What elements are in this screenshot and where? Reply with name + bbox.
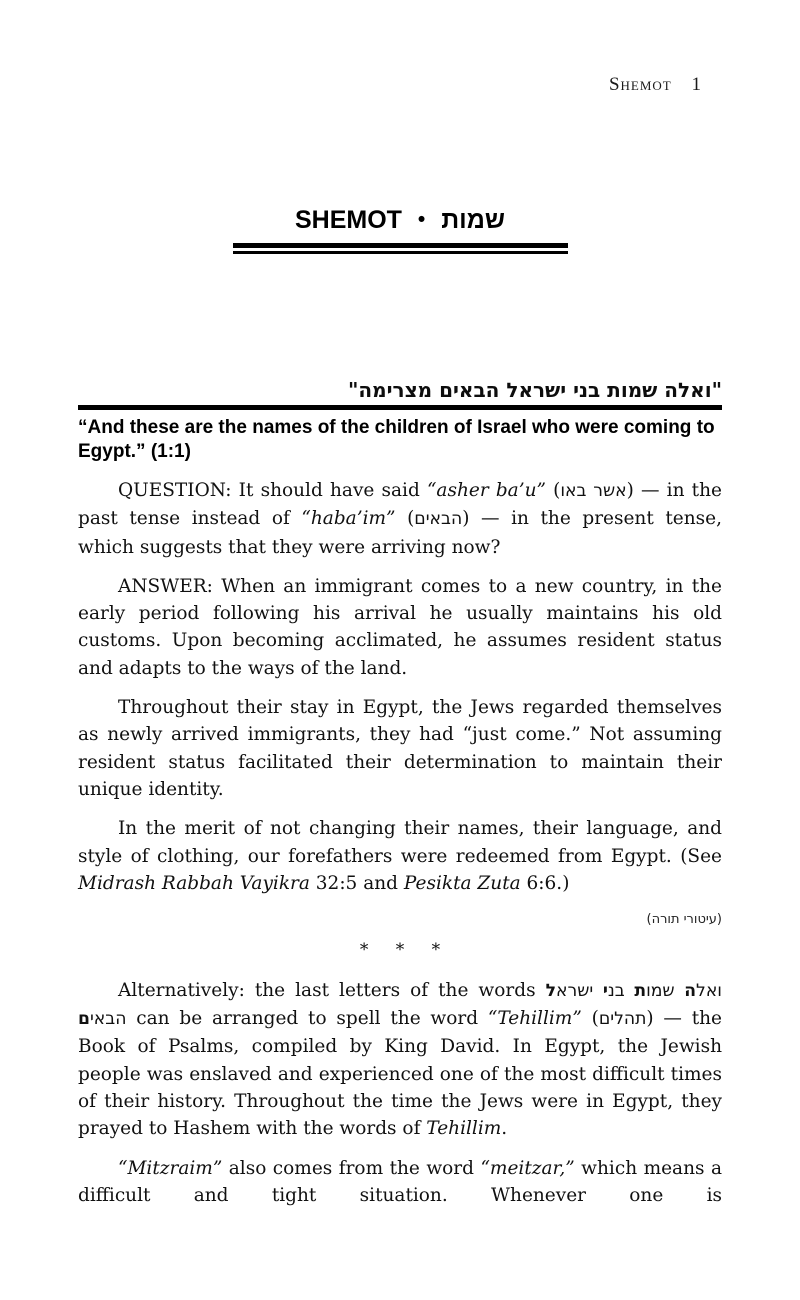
english-verse-heading: “And these are the names of the children of Israel who were coming to Egypt.” (1:1) [78,417,715,462]
chapter-title-hebrew: שמות [441,206,505,234]
title-rule-thin [233,251,568,254]
paragraph-question: QUESTION: It should have said “asher ba’u” (אשר באו) — in the past tense instead of “haba’im” (הבאים) — in the present tense, which suggests that they were arriving now? [78,480,722,558]
paragraph-mitzraim: “Mitzraim” also comes from the word “meitzar,” which means a difficult and tight situation. Whenever one is [78,1157,722,1206]
commentary-section [78,378,722,464]
commentary-body [78,477,722,1209]
chapter-title [78,206,722,235]
paragraph-answer: ANSWER: When an immigrant comes to a new country, in the early period following his arrival he usually maintains his old customs. Upon becoming acclimated, he assumes resident status and adapts to the ways of the land. [78,575,722,679]
asterisk-separator: * * * [359,940,441,961]
bullet-separator: • [417,208,426,231]
hebrew-verse-heading: "ואלה שמות בני ישראל הבאים מצרימה" [348,378,722,402]
paragraph-throughout: Throughout their stay in Egypt, the Jews regarded themselves as newly arrived immigrants, they had “just come.” Not assuming resident status facilitated their determination to maintain their unique identity. [78,697,722,800]
chapter-title-block [78,206,722,254]
chapter-title-english: SHEMOT [295,206,402,234]
running-header-title: Shemot [608,74,672,95]
running-header [78,74,722,96]
paragraph-merit: In the merit of not changing their names, their language, and style of clothing, our forefathers were redeemed from Egypt. (See Midrash Rabbah Vayikra 32:5 and Pesikta Zuta 6:6.) [78,818,722,894]
source-attribution: (עיטורי תורה) [646,912,722,928]
page-number: 1 [691,74,702,95]
paragraph-alternatively: Alternatively: the last letters of the words ואלה שמות בני ישראל הבאים can be arranged to spell the word “Tehillim” (תהלים) — the Book of Psalms, compiled by King David. In Egypt, the Jewish people was enslaved and experienced one of the most difficult times of their history. Throughout the time the Jews were in Egypt, they prayed to Hashem with the words of Tehillim. [78,979,723,1140]
title-rule-thick [233,243,568,248]
section-heading-rule [78,405,722,410]
